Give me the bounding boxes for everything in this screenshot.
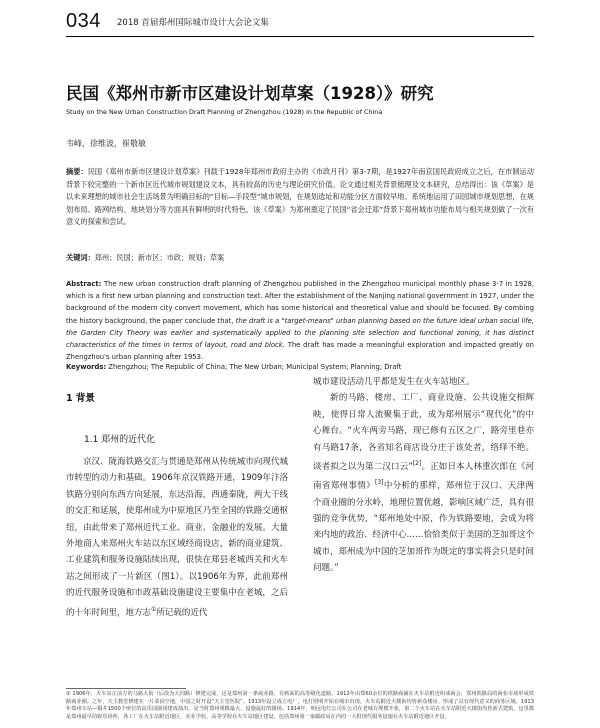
keywords-cn-text: 郑州；民国；新市区；市政；规划；草案 [94,253,225,262]
abstract-en-label: Abstract: [66,280,102,288]
body-right-p1: 城市建设活动几乎都是发生在火车站地区 [313,377,467,387]
keywords-en-label: Keywords: [66,363,107,371]
page-number: 034 [66,10,101,32]
footnote [66,691,534,721]
abstract-cn-text: 民国《郑州市新市区建设计划草案》刊载于1928年郑州市政府主办的《市政月刊》第3-7期，是1927年南京国民政府成立之后，在市制运动背景下较完整的一个新市区近代城市规划建设文本，具有较高的历史与理论研究价值。论文通过相关背景梳理及文本研究，总结得出：该《草案》是以未来理想的城市社会生活场景为明确目标的“目标—手段型”城市规划，在规划选址和功能分区方面较早地、系统地运用了田园城市规划思想，在规划布局、路网结构、地块划分等方面具有鲜明的时代特色，该《草案》为郑州奠定了民国“省会迁郑”背景下郑州城市功能布局与相关规划做了一次有意义的探索和尝试。 [66,167,534,227]
footnote-marker: ① [66,691,71,697]
paper-title: 民国《郑州市新市区建设计划草案（1928）》研究 [66,84,434,103]
footnote-ref: ① [151,605,157,613]
body-left-tail: 所记载的近代 [156,607,208,618]
body-right-p2-c: 中分析的那样，郑州位于汉口、天津两个商业圈的分水岭，地理位置优越，影响区域广泛，具有很强的竞争优势，“郑州地处中原，作为铁路要地，会成为将来内地的政治、经济中心……恰恰类似于美国的芝加哥这个城市，郑州成为中国的芝加哥作为既定的事实将会只是时间问题。” [313,481,535,574]
running-title: 2018 首届郑州国际城市设计大会论文集 [117,18,269,28]
footnote-text: 1906年，火车站正前方的马路大街（后改为大同路）修建完成，这是郑州第一条商业路，有画面的高等级化道路。1912年由郑60余位的铁路商铺在火车站附近组成商会，郑州铁路局的商业市场形成铁路商业圈。之年，天主教堂修建在一片菜园空地，中国之时开设“天主堂医院”。1913年设立成立电厂，电灯照明开始在城市出现。火车站附近大楼街均皆新众楼房、形成了具有现代意义的商务区域。1913年郑州车站—铜井1500个座位的高乐园剧场建成演出，是当时郑州规模最大、设施最好的剧场。1914年，明远电灯公司在公司在老城有规模开张，第二个火车站在火车站附近大楼街均皆新式建筑，这里都是郑州最早的娱乐场所，各工厂在火车站附近地区，实业学校、高等学校在火车站地区建设。包括郑州第一家邮政局在内的一大批现代服务设施在火车站附近地区开设。 [66,691,534,720]
header-rule [66,36,534,37]
abstract-en-text-a: The new urban construction draft planning of Zhengzhou published in the Zhengzhou municipal monthly phase 3-7 in 1928, which is a first new urban planning and construction text. After the establishment of the Nanjing national government in 1927, under the background of the modern city convert movement, which has some historical and theoretical value and should be focused. By combing the history background, the paper conclude that, [66,280,534,325]
subsection-heading: 1.1 郑州的近代化 [84,435,156,445]
keywords-en-text: Zhengzhou; The Republic of China; The New Urban; Municipal System; Planning; Draft [108,363,402,371]
citation-3: [3] [374,479,384,487]
authors: 韦峰，徐维波，崔敬敏 [66,139,146,148]
section-heading: 1 背景 [66,393,95,404]
body-right-p2-b: 。正如日本人林重次郎在《河南省郑州事情》 [313,461,534,492]
keywords-cn-label: 关键词： [66,253,95,262]
body-left-text: 京汉、陇海铁路交汇与贯通是郑州从传统城市向现代城市转型的动力和基础。1906年京汉铁路开通，1909年汴洛铁路分别向东西方向延展，东达沿海，西通秦陇，两大干线的交汇和延展，使郑州成为中原地区乃至全国的铁路交通枢纽，由此带来了郑州近代工业、商业、金融业的发展。大量外地商人来郑州火车站以东区域经商设店，新的商业建筑、工业建筑和服务设施陆续出现，很快在郑县老城西关和火车站之间形成了一片新区（图1）。以1906年为界，此前郑州的近代服务设施和市政基础设施建设主要集中在老城，之后的十年时间里，地方志 [66,457,288,618]
abstract-cn-label: 摘要： [66,167,88,176]
keywords-en [66,363,534,371]
body-right-p1-end: 。 [466,377,475,387]
body-column-right [313,374,534,577]
abstract-en-text-c: The draft has made a meaningful exploration and impacted greatly on Zhengzhou's urban planning after 1953. [66,341,534,362]
abstract-en [66,278,534,363]
paper-subtitle-en: Study on the New Urban Construction Draft Planning of Zhengzhou (1928) in the Republic of China [66,108,383,116]
body-right-p2: 新的马路、楼房、工厂、商业设施、公共设施交相辉映，使得日常人流聚集于此，成为郑州展示“现代化”的中心舞台。“火车两旁马路，现已修有五区之广，路旁里巷亦有马路17条，各省知名商店设分庄于该处者，络绎不绝。谈者拟之以为第二汉口云” [313,393,534,472]
abstract-en-text-b: the draft is a "target-means" urban planning based on the future ideal urban social life, the Garden City Theory was earlier and systematically applied to the planning site selection and functional zoning, it has distinct characteristics of the times in terms of layout, road and block. [66,316,534,350]
footnote-rule [66,688,186,689]
citation-2: [2] [412,460,422,468]
abstract-cn [66,166,534,229]
keywords-cn [66,253,534,263]
body-column-left [66,454,288,621]
